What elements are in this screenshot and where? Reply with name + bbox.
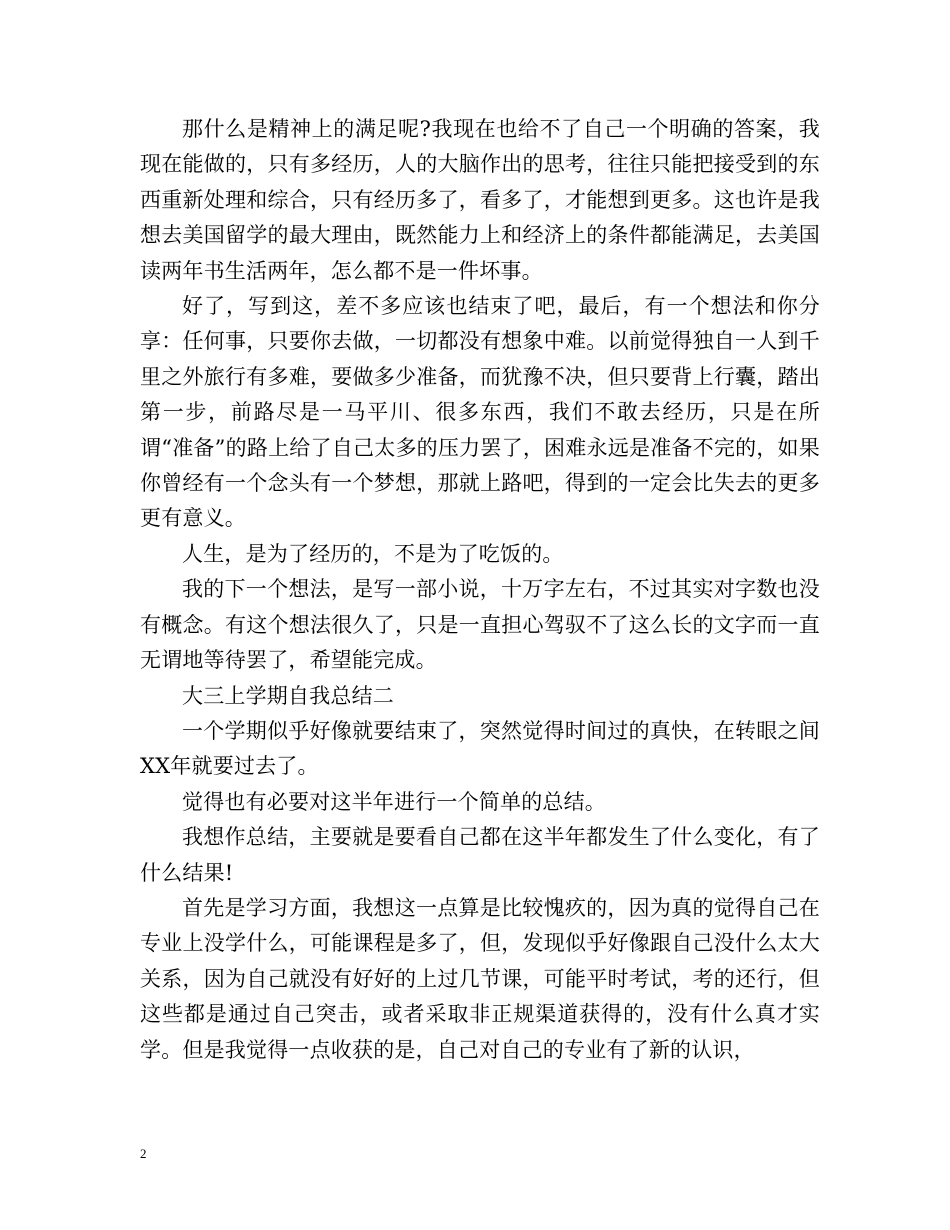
paragraph: 人生，是为了经历的，不是为了吃饭的。 [182, 541, 564, 566]
paragraph: 首先是学习方面，我想这一点算是比较愧疚的，因为真的觉得自己在专业上没学什么，可能课程是多了，但，发现似乎好像跟自己没什么太大关系，因为自己就没有好好的上过几节课，可能平时考试，考的还行，但这些都是通过自己突击，或者采取非正规渠道获得的，没有什么真才实学。但是我觉得一点收获的是，自己对自己的专业有了新的认识， [140, 895, 820, 1062]
paragraph: 我想作总结，主要就是要看自己都在这半年都发生了什么变化，有了什么结果! [140, 825, 820, 885]
paragraph: 那什么是精神上的满足呢?我现在也给不了自己一个明确的答案，我现在能做的，只有多经历，人的大脑作出的思考，往往只能把接受到的东西重新处理和综合，只有经历多了，看多了，才能想到更多。这也许是我想去美国留学的最大理由，既然能力上和经济上的条件都能满足，去美国读两年书生活两年，怎么都不是一件坏事。 [140, 117, 820, 283]
paragraph: 我的下一个想法，是写一部小说，十万字左右，不过其实对字数也没有概念。有这个想法很久了，只是一直担心驾驭不了这么长的文字而一直无谓地等待罢了，希望能完成。 [140, 577, 820, 673]
paragraph: 觉得也有必要对这半年进行一个简单的总结。 [182, 789, 606, 814]
page-number: 2 [140, 1146, 147, 1161]
paragraph: 一个学期似乎好像就要结束了，突然觉得时间过的真快，在转眼之间XX年就要过去了。 [140, 718, 820, 779]
section-heading: 大三上学期自我总结二 [182, 683, 394, 708]
document-body [140, 112, 820, 1068]
paragraph: 好了，写到这，差不多应该也结束了吧，最后，有一个想法和你分享：任何事，只要你去做，一切都没有想象中难。以前觉得独自一人到千里之外旅行有多难，要做多少准备，而犹豫不决，但只要背上行囊，踏出第一步，前路尽是一马平川、很多东西，我们不敢去经历，只是在所谓“准备”的路上给了自己太多的压力罢了，困难永远是准备不完的，如果你曾经有一个念头有一个梦想，那就上路吧，得到的一定会比失去的更多更有意义。 [140, 294, 820, 531]
